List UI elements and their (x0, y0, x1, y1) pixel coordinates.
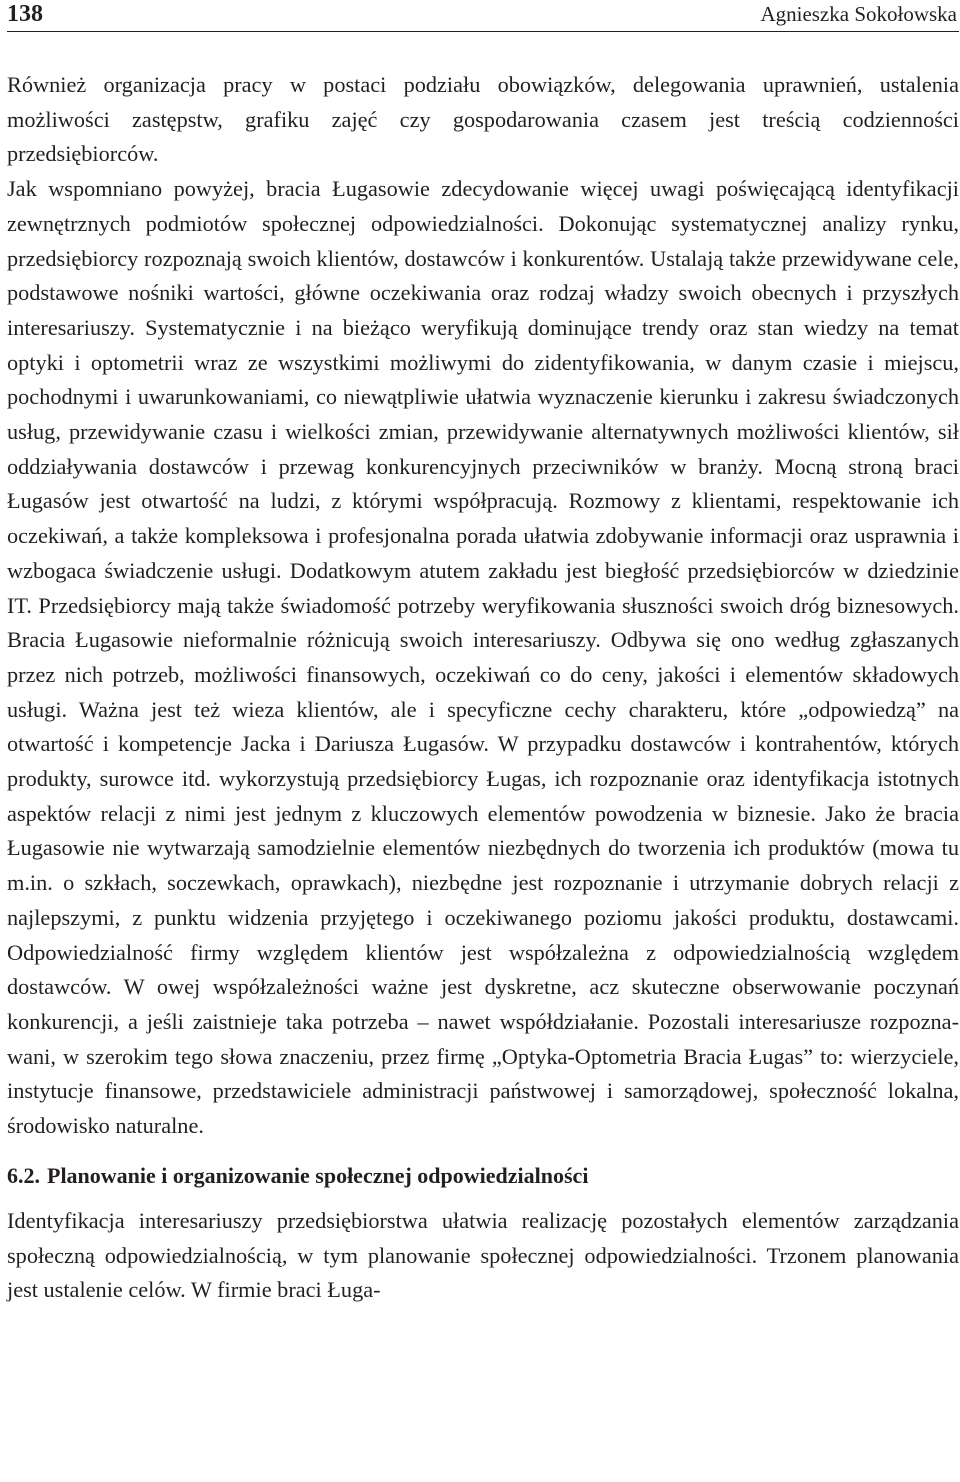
running-header-author: Agnieszka Sokołowska (760, 2, 957, 26)
section-heading (7, 1161, 959, 1191)
body-paragraph-3: Identyfikacja interesariuszy przedsiębiorstwa ułatwia realizację pozostałych elementów zarządzania społeczną odpowiedzialnością, w tym planowanie społecznej odpowiedzialności. Trzonem planowania jest ustalenie celów. W firmie braci Ługa- (7, 1207, 959, 1303)
section-number: 6.2. (7, 1162, 40, 1188)
section-title: Planowanie i organizowanie społecznej odpowiedzialności (47, 1162, 589, 1188)
page-number: 138 (7, 1, 43, 27)
body-paragraph-2: Jak wspomniano powyżej, bracia Ługasowie zdecydowanie więcej uwagi poświęcającą identyfikacji zewnętrznych podmiotów społecznej odpowiedzialności. Dokonując systematycznej analizy rynku, przedsiębiorcy rozpoznają swoich klientów, dostawców i konkurentów. Ustalają także przewidywane cele, podstawowe nośniki wartości, główne oczekiwania oraz rodzaj władzy swoich obecnych i przyszłych interesariuszy. Systematycznie i na bieżąco weryfikują dominujące trendy oraz stan wiedzy na temat optyki i optometrii wraz ze wszystkimi możliwymi do zidentyfikowania, w danym czasie i miejscu, pochodnymi i uwarunkowaniami, co niewątpliwie ułatwia wyznaczenie kierunku i zakresu świadczonych usług, przewidywanie czasu i wielkości zmian, przewidywanie alternatywnych możliwości klientów, sił oddziaływania dostawców i przewag konkurencyjnych przeciwników w branży. Mocną stroną braci Ługasów jest otwartość na ludzi, z którymi współpracują. Rozmowy z klientami, respektowanie ich oczekiwań, a także kompleksowa i profesjonalna porada ułatwia zdobywanie informacji oraz usprawnia i wzbogaca świadczenie usługi. Dodatkowym atutem zakładu jest biegłość przedsiębiorców w dziedzinie IT. Przedsiębiorcy mają także świadomość potrzeby weryfikowania słuszności swoich dróg biznesowych. Bracia Ługasowie nieformalnie różnicują swoich interesariuszy. Odbywa się ono według zgłaszanych przez nich potrzeb, możliwości finansowych, oczekiwań co do ceny, jakości i elementów składowych usługi. Ważna jest też wieza klientów, ale i specyficzne cechy charakteru, które „odpowiedzą” na otwartość i kompetencje Jacka i Dariusza Ługasów. W przypadku dostawców i kontrahentów, których produkty, surowce itd. wykorzystują przedsiębiorcy Ługas, ich rozpoznanie oraz identyfikacja istotnych aspektów relacji z nimi jest jednym z kluczowych elementów powodzenia w biznesie. Jako że bracia Ługasowie nie wytwarzają samodzielnie elementów niezbędnych do tworzenia ich produktów (mowa tu m.in. o szkłach, soczewkach, oprawkach), niezbędne jest rozpoznanie i utrzymanie dobrych relacji z najlepszymi, z punktu widzenia przyjętego i oczekiwanego poziomu jakości produktu, dostawcami. Odpowiedzialność firmy względem klientów jest współzależna z odpowiedzialnością względem dostawców. W owej współzależności ważne jest dyskretne, acz skuteczne obserwowanie poczynań konkurencji, a jeśli zaistnieje taka potrzeba – nawet współdziałanie. Pozostali interesariusze rozpoznawani, w szerokim tego słowa znaczeniu, przez firmę „Optyka-Optometria Bracia Ługas” to: wierzyciele, instytucje finansowe, przedstawiciele administracji państwowej i samorządowej, społeczność lokalna, środowisko naturalne. (7, 176, 959, 1139)
book-page (7, 0, 959, 1482)
body-paragraph-1: Również organizacja pracy w postaci podziału obowiązków, delegowania uprawnień, ustalenia możliwości zastępstw, grafiku zajęć czy gospodarowania czasem jest treścią codzienności przedsiębiorców. (7, 72, 959, 167)
running-header (7, 0, 959, 32)
